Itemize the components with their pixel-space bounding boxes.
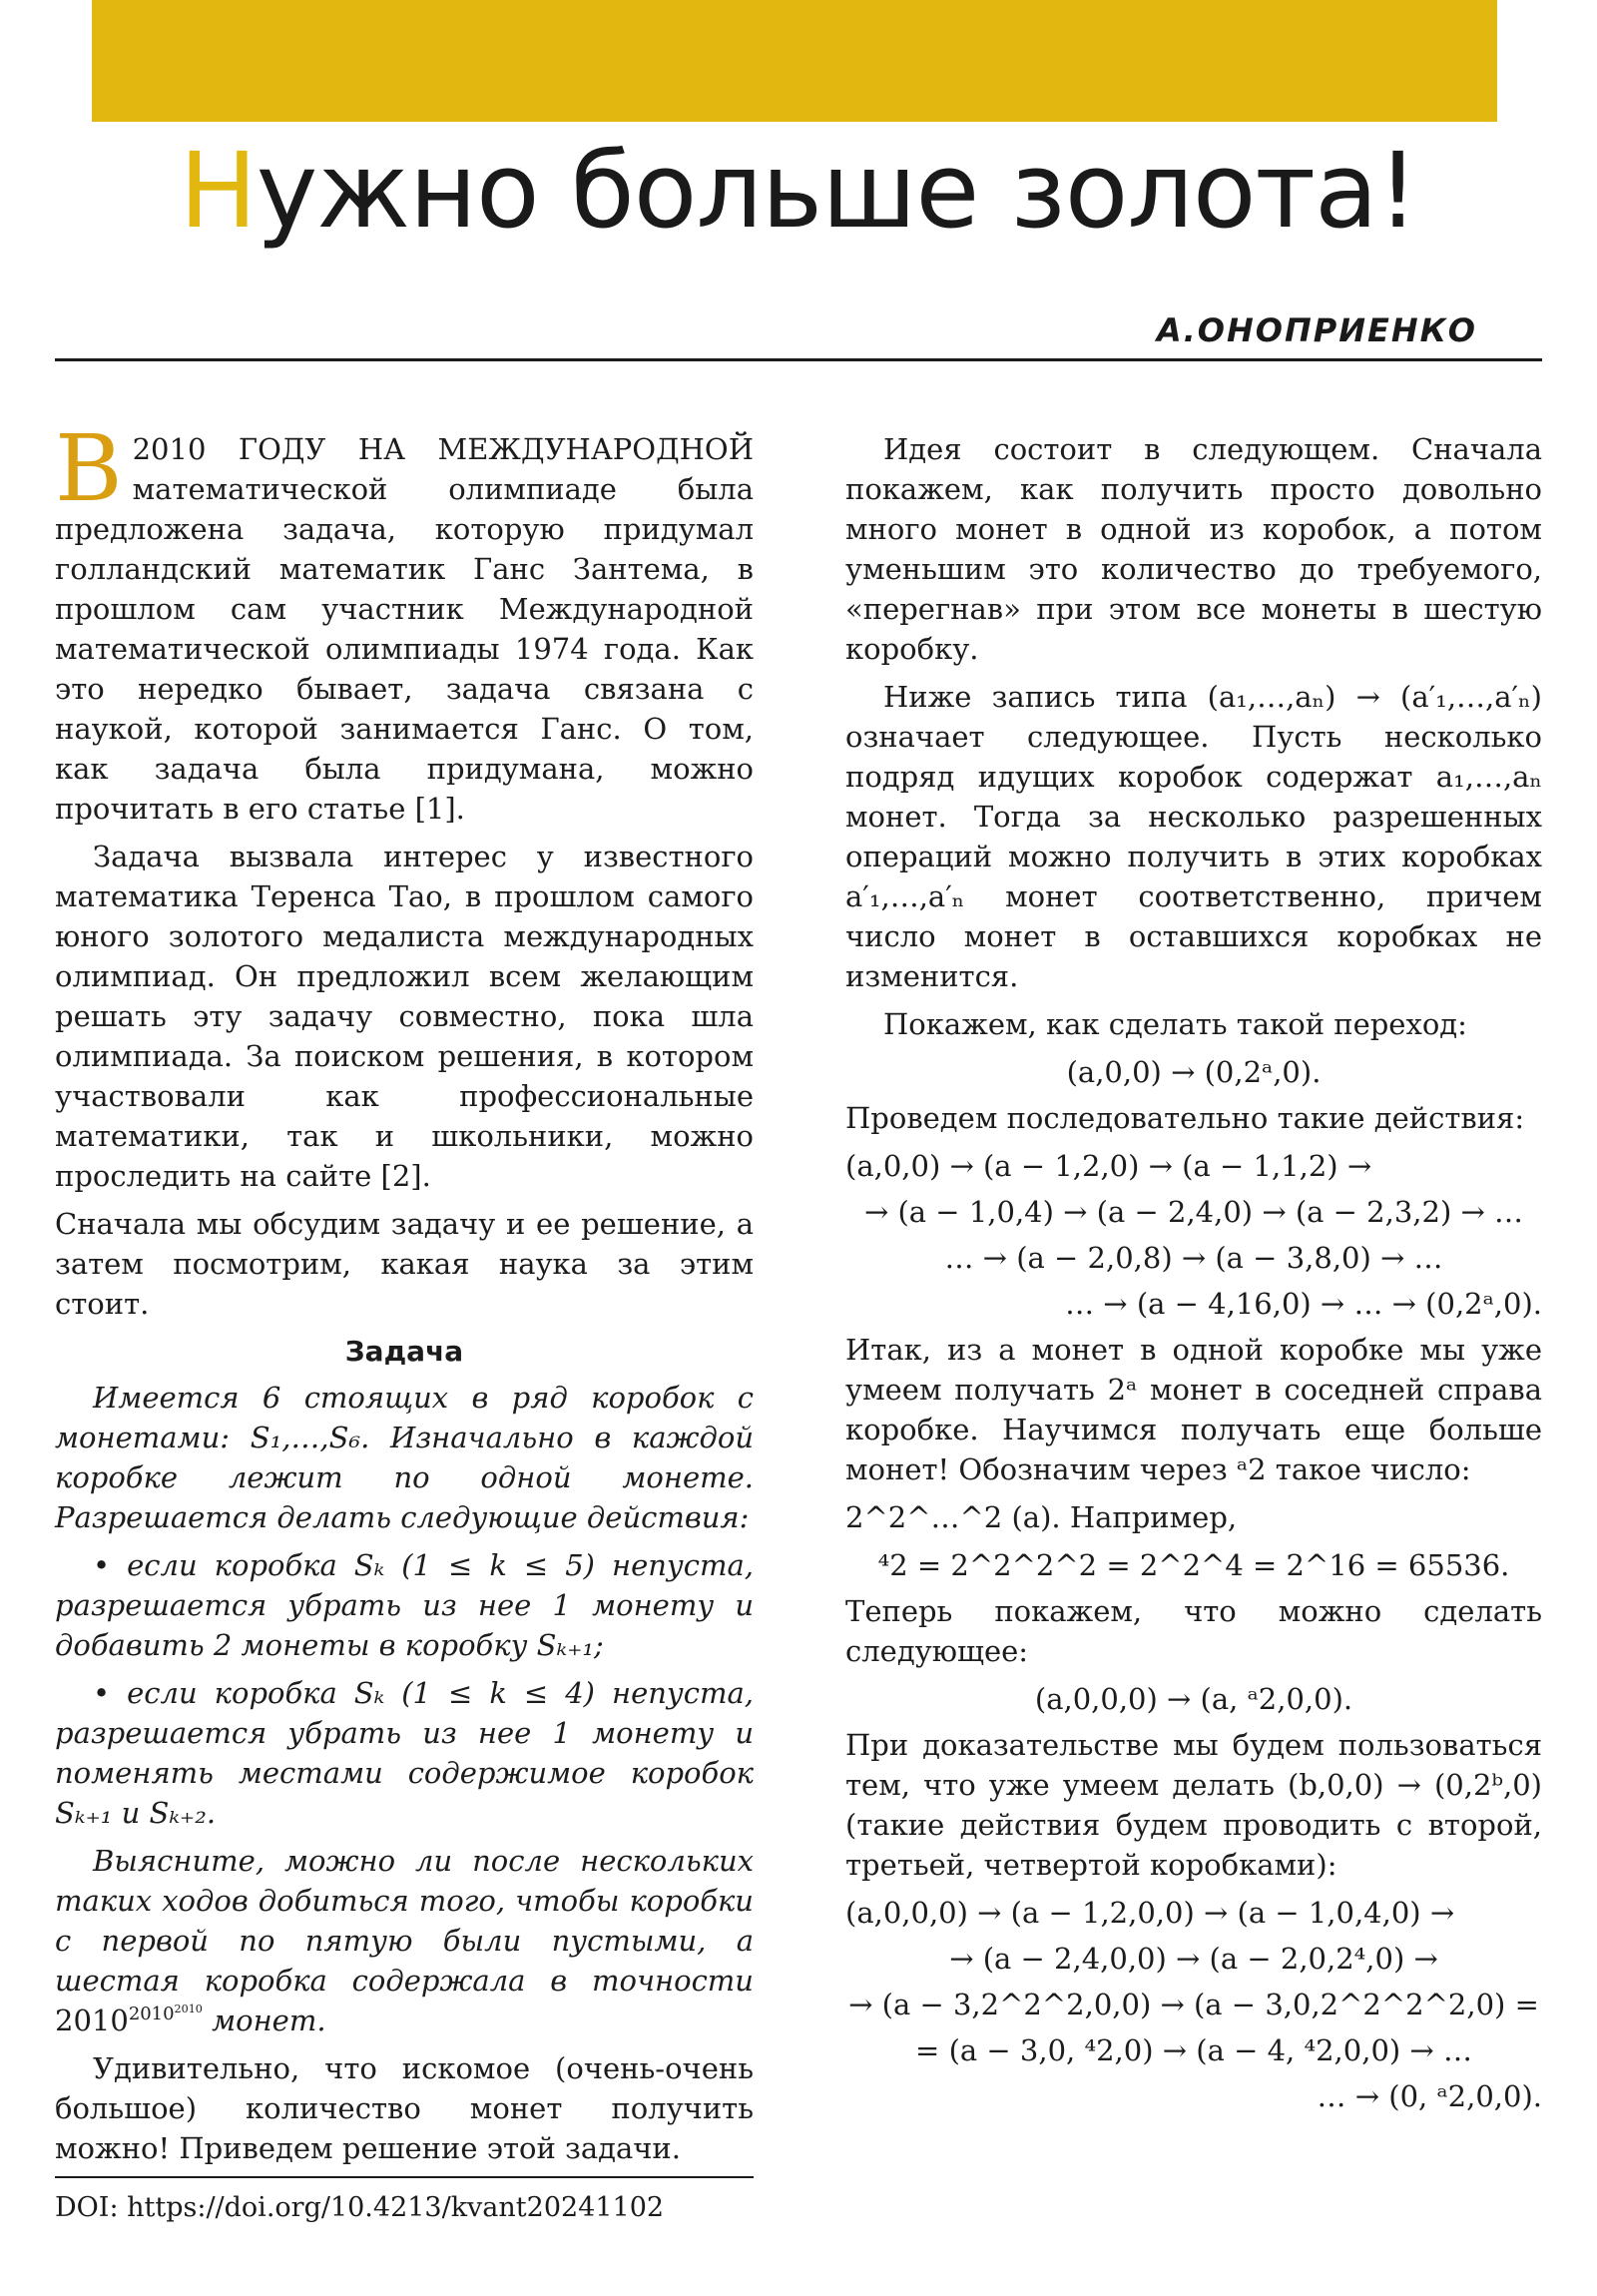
title-initial-letter: Н <box>179 130 257 252</box>
problem-end: монет. <box>212 2004 326 2037</box>
equation-5a: (a,0,0,0) → (a − 1,2,0,0) → (a − 1,0,4,0) → <box>845 1896 1455 1930</box>
paragraph-actions: Проведем последовательно такие действия: <box>845 1101 1525 1135</box>
paragraph-notation: Ниже запись типа (a₁,…,aₙ) → (a′₁,…,a′ₙ) означает следующее. Пусть несколько подряд идущих коробок содержат a₁,…,aₙ монет. Тогда за несколько разрешенных операций можно получить в этих коробках a′₁,…,a′ₙ монет соответственно, причем число монет в оставшихся коробках не изменится. <box>845 680 1542 993</box>
equation-4: (a,0,0,0) → (a, ᵃ2,0,0). <box>1034 1682 1353 1716</box>
author-name: А.ОНОПРИЕНКО <box>1156 311 1477 349</box>
paragraph-tao: Задача вызвала интерес у известного математика Теренса Тао, в прошлом самого юного золотого медалиста международных олимпиад. Он предложил всем желающим решать эту задачу совместно, пока шла олимпиада. За поиском решения, в котором участвовали как профессиональные математики, так и школьники, можно проследить на сайте [2]. <box>55 840 754 1193</box>
equation-5d: = (a − 3,0, ⁴2,0) → (a − 4, ⁴2,0,0) → … <box>915 2033 1472 2067</box>
equation-2a: (a,0,0) → (a − 1,2,0) → (a − 1,1,2) → <box>845 1149 1372 1183</box>
header-rule <box>55 358 1542 361</box>
right-column <box>845 429 1542 2122</box>
equation-2b: → (a − 1,0,4) → (a − 2,4,0) → (a − 2,3,2) → … <box>863 1195 1524 1229</box>
number-exponent: 2010 <box>128 2004 175 2025</box>
top-color-band <box>92 0 1497 122</box>
problem-statement <box>55 1378 754 2040</box>
paragraph-proof: При доказательстве мы будем пользоваться тем, что уже умеем делать (b,0,0) → (0,2ᵇ,0) (такие действия будем проводить с второй, третьей, четвертой коробками): <box>845 1728 1542 1882</box>
paragraph-tower: Итак, из a монет в одной коробке мы уже умеем получать 2ᵃ монет в соседней справа коробке. Научимся получать еще больше монет! Обозначим через ᵃ2 такое число: <box>845 1333 1542 1486</box>
equation-2c: … → (a − 2,0,8) → (a − 3,8,0) → … <box>944 1241 1443 1275</box>
problem-number <box>55 2004 203 2037</box>
equation-2d: … → (a − 4,16,0) → … → (0,2ᵃ,0). <box>1065 1287 1542 1321</box>
intro-text: 2010 ГОДУ НА МЕЖДУНАРОДНОЙ математической олимпиаде была предложена задача, которую придумал голландский математик Ганс Зантема, в прошлом сам участник Международной математической олимпиады 1974 года. Как это нередко бывает, задача связана с наукой, которой занимается Ганс. О том, как задача была придумана, можно прочитать в его статье [1]. <box>55 432 754 826</box>
doi-link[interactable]: DOI: https://doi.org/10.4213/kvant20241102 <box>55 2192 665 2223</box>
equation-5e: … → (0, ᵃ2,0,0). <box>1317 2079 1542 2113</box>
equation-1: (a,0,0) → (0,2ᵃ,0). <box>1066 1055 1322 1089</box>
paragraph-surprise: Удивительно, что искомое (очень-очень большое) количество монет получить можно! Приведем решение этой задачи. <box>55 2051 754 2165</box>
article-title <box>0 130 1597 252</box>
intro-paragraph <box>55 415 754 829</box>
problem-heading: Задача <box>344 1335 464 1368</box>
number-exponent-2: 2010 <box>174 2003 203 2016</box>
paragraph-show: Покажем, как сделать такой переход: <box>883 1007 1467 1041</box>
doi-rule <box>55 2176 754 2178</box>
equation-5c: → (a − 3,2^2^2,0,0) → (a − 3,0,2^2^2^2,0) = <box>848 1988 1539 2021</box>
equation-3: ⁴2 = 2^2^2^2 = 2^2^4 = 2^16 = 65536. <box>877 1548 1510 1582</box>
paragraph-plan: Сначала мы обсудим задачу и ее решение, а затем посмотрим, какая наука за этим стоит. <box>55 1207 754 1321</box>
paragraph-next: Теперь покажем, что можно сделать следующее: <box>845 1594 1542 1668</box>
equation-5b: → (a − 2,4,0,0) → (a − 2,0,2⁴,0) → <box>949 1942 1438 1976</box>
paragraph-idea: Идея состоит в следующем. Сначала покажем, как получить просто довольно много монет в одной из коробок, а потом уменьшим это количество до требуемого, «перегнав» при этом все монеты в шестую коробку. <box>845 432 1542 666</box>
problem-rule-2: • если коробка Sₖ (1 ≤ k ≤ 4) непуста, разрешается убрать из нее 1 монету и поменять местами содержимое коробок Sₖ₊₁ и Sₖ₊₂. <box>55 1676 754 1830</box>
left-column <box>55 415 754 2176</box>
title-text: ужно больше золота! <box>256 130 1418 252</box>
problem-question <box>55 1841 754 2040</box>
number-base: 2010 <box>55 2004 129 2037</box>
drop-cap: В <box>55 415 123 522</box>
problem-rule-1: • если коробка Sₖ (1 ≤ k ≤ 5) непуста, разрешается убрать из нее 1 монету и добавить 2 монеты в коробку Sₖ₊₁; <box>55 1548 754 1662</box>
paragraph-tower-example: 2^2^…^2 (a). Например, <box>845 1500 1238 1534</box>
problem-question-text: Выясните, можно ли после нескольких таких ходов добиться того, чтобы коробки с первой по пятую были пустыми, а шестая коробка содержала в точности <box>55 1844 754 1998</box>
problem-setup: Имеется 6 стоящих в ряд коробок с монетами: S₁,…,S₆. Изначально в каждой коробке лежит по одной монете. Разрешается делать следующие действия: <box>55 1381 754 1534</box>
